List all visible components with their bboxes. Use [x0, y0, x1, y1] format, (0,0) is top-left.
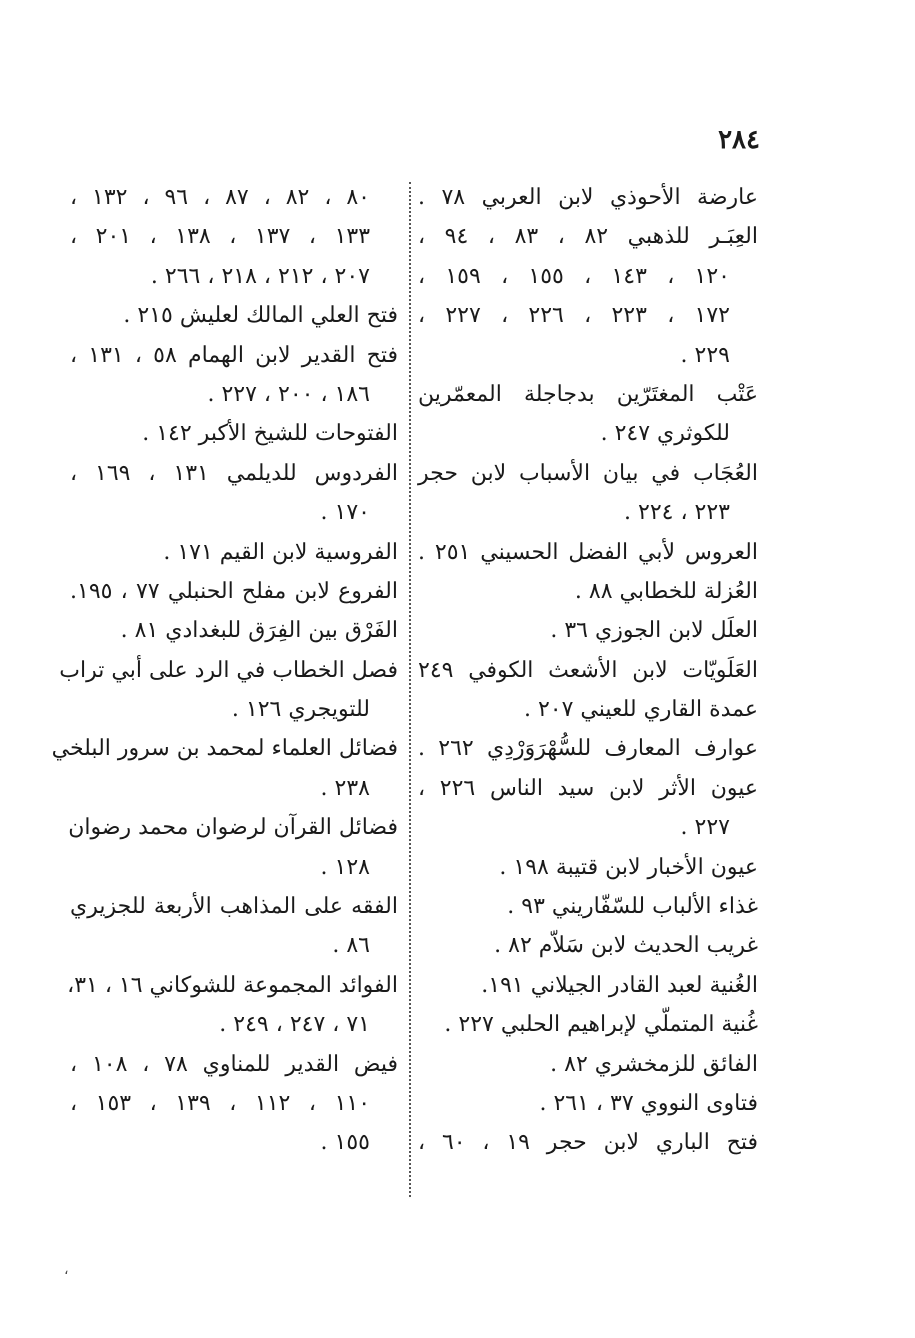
index-entry-line: الفَرْق بين الفِرَق للبغدادي ٨١ . — [120, 618, 398, 644]
index-column-left — [51, 178, 399, 1163]
index-entry-line: عارضة الأحوذي لابن العربي ٧٨ . — [418, 185, 758, 210]
index-entry-line: فتح القدير لابن الهمام ٥٨ ، ١٣١ ، — [70, 342, 399, 368]
stray-mark: ، — [64, 1262, 69, 1278]
index-entry-line: عوارف المعارف للسُّهْرَوَرْدِي ٢٦٢ . — [418, 736, 758, 762]
index-entry-line: ٢٣٨ . — [320, 775, 370, 801]
index-entry-line: فتح الباري لابن حجر ١٩ ، ٦٠ ، — [418, 1130, 759, 1156]
index-entry-line: العلَل لابن الجوزي ٣٦ . — [550, 618, 758, 644]
index-entry-line: عيون الأثر لابن سيد الناس ٢٢٦ ، — [418, 775, 758, 801]
index-entry-line: الفائق للزمخشري ٨٢ . — [550, 1051, 758, 1077]
index-entry-line: فيض القدير للمناوي ٧٨ ، ١٠٨ ، — [70, 1051, 399, 1077]
index-entry-line: الفقه على المذاهب الأربعة للجزيري — [70, 894, 398, 920]
page-number: ٢٨٤ — [718, 125, 760, 155]
index-entry-line: ١٥٥ . — [320, 1130, 370, 1156]
index-entry-line: ١٧٠ . — [320, 500, 370, 526]
index-entry-line: الغُنية لعبد القادر الجيلاني ١٩١. — [481, 972, 758, 998]
index-entry-line: ١٧٢ ، ٢٢٣ ، ٢٢٦ ، ٢٢٧ ، — [418, 303, 730, 329]
index-entry-line: الفروع لابن مفلح الحنبلي ٧٧ ، ١٩٥. — [70, 578, 398, 604]
index-entry-line: للتويجري ١٢٦ . — [231, 697, 370, 723]
index-entry-line: عيون الأخبار لابن قتيبة ١٩٨ . — [499, 854, 758, 880]
index-entry-line: فضائل القرآن لرضوان محمد رضوان — [68, 815, 398, 841]
index-entry-line: الفوائد المجموعة للشوكاني ١٦ ، ٣١، — [67, 972, 398, 998]
index-entry-line: ٢٢٧ . — [680, 815, 730, 841]
index-entry-line: فتاوى النووي ٣٧ ، ٢٦١ . — [539, 1090, 758, 1116]
index-entry-line: ٨٦ . — [332, 933, 370, 959]
index-entry-line: فصل الخطاب في الرد على أبي تراب — [59, 657, 398, 683]
index-column-right — [418, 178, 758, 1163]
index-entry-line: ١٢٨ . — [320, 854, 370, 880]
index-entry-line: للكوثري ٢٤٧ . — [600, 421, 730, 447]
index-entry-line: ١٣٣ ، ١٣٧ ، ١٣٨ ، ٢٠١ ، — [70, 224, 371, 250]
index-entry-line: ٢٢٩ . — [680, 342, 730, 368]
index-entry-line: الفروسية لابن القيم ١٧١ . — [163, 539, 398, 565]
index-entry-line: العِبَـر للذهبي ٨٢ ، ٨٣ ، ٩٤ ، — [418, 224, 758, 250]
index-entry-line: غذاء الألباب للسّفّاريني ٩٣ . — [507, 894, 758, 920]
index-entry-line: ١١٠ ، ١١٢ ، ١٣٩ ، ١٥٣ ، — [70, 1090, 371, 1116]
index-entry-line: فضائل العلماء لمحمد بن سرور البلخي — [51, 736, 398, 762]
index-entry-line: ٨٠ ، ٨٢ ، ٨٧ ، ٩٦ ، ١٣٢ ، — [70, 185, 370, 210]
index-entry-line: العُجَاب في بيان الأسباب لابن حجر — [418, 460, 758, 486]
index-entry-line: الفردوس للديلمي ١٣١ ، ١٦٩ ، — [70, 460, 399, 486]
index-entry-line: ٢٢٣ ، ٢٢٤ . — [624, 500, 730, 526]
index-entry-line: فتح العلي المالك لعليش ٢١٥ . — [123, 303, 398, 329]
index-entry-line: ٢٠٧ ، ٢١٢ ، ٢١٨ ، ٢٦٦ . — [150, 263, 370, 289]
index-entry-line: الفتوحات للشيخ الأكبر ١٤٢ . — [142, 421, 398, 447]
index-entry-line: ١٨٦ ، ٢٠٠ ، ٢٢٧ . — [207, 381, 370, 407]
index-entry-line: عَتْب المغتَرّين بدجاجلة المعمّرين — [418, 381, 758, 407]
index-entry-line: عمدة القاري للعيني ٢٠٧ . — [523, 697, 758, 723]
index-entry-line: غريب الحديث لابن سَلاّم ٨٢ . — [494, 933, 758, 959]
index-entry-line: غُنية المتملّي لإبراهيم الحلبي ٢٢٧ . — [444, 1012, 758, 1038]
index-entry-line: العَلَويّات لابن الأشعث الكوفي ٢٤٩ — [418, 657, 758, 683]
index-entry-line: العروس لأبي الفضل الحسيني ٢٥١ . — [418, 539, 758, 565]
index-entry-line: ٧١ ، ٢٤٧ ، ٢٤٩ . — [219, 1012, 370, 1038]
index-entry-line: ١٢٠ ، ١٤٣ ، ١٥٥ ، ١٥٩ ، — [418, 263, 730, 289]
column-divider — [409, 182, 411, 1197]
index-entry-line: العُزلة للخطابي ٨٨ . — [574, 578, 758, 604]
